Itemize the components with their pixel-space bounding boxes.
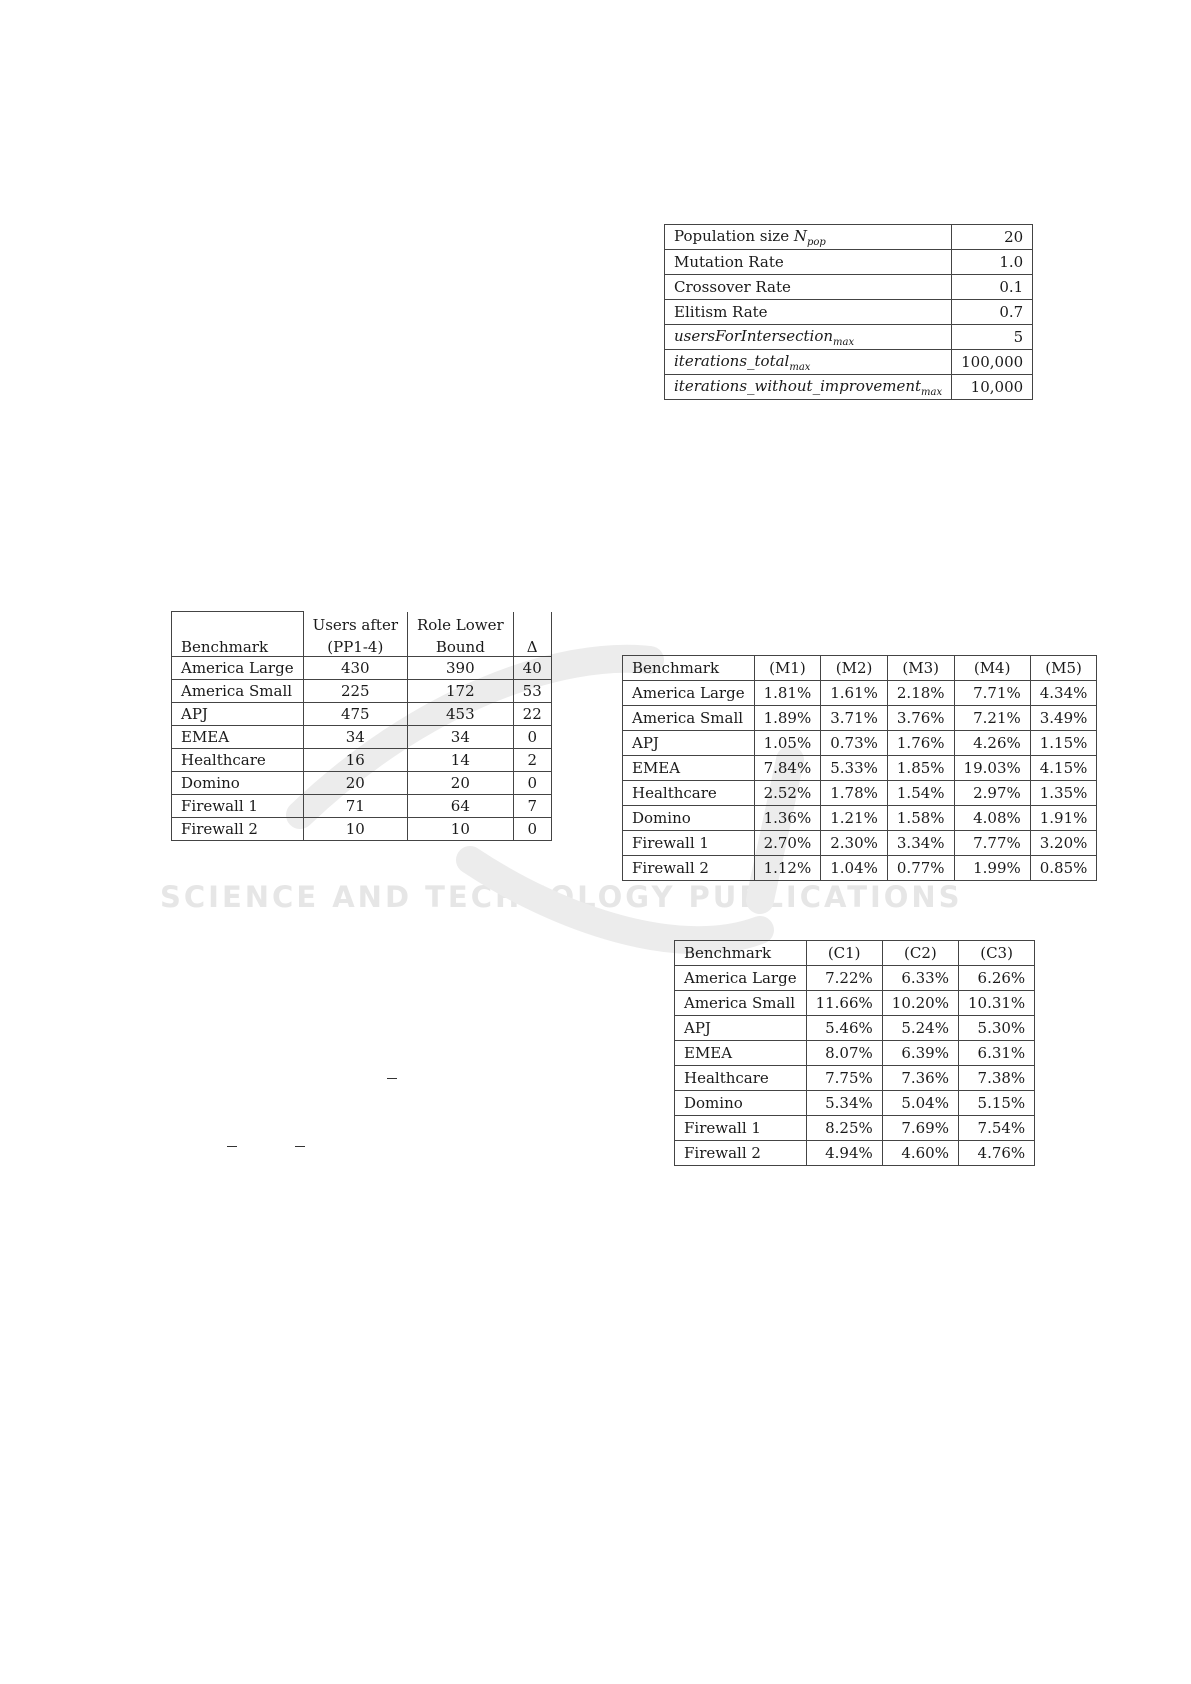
benchmark-name: APJ [675,1016,807,1041]
parameter-value: 10,000 [952,375,1033,400]
table-cell-name: Healthcare [172,749,304,772]
parameter-label [665,275,952,300]
column-header: (M5) [1030,656,1097,681]
column-header: (M1) [754,656,821,681]
table-row [665,350,1033,375]
table-cell-value: 3.49% [1030,706,1097,731]
table-cell-value: 4.76% [958,1141,1034,1166]
header-users-line2: (PP1-4) [303,634,407,657]
table-cell-users: 10 [303,818,407,841]
parameter-value: 1.0 [952,250,1033,275]
parameter-value: 5 [952,325,1033,350]
table-row [172,818,552,841]
table-cell-value: 10.31% [958,991,1034,1016]
table-cell-value: 4.94% [806,1141,882,1166]
table-cell-bound: 64 [408,795,514,818]
table-row [172,772,552,795]
c-results-table [674,940,1035,1166]
table-cell-value: 1.15% [1030,731,1097,756]
table-cell-value: 5.30% [958,1016,1034,1041]
table-cell-value: 11.66% [806,991,882,1016]
table-cell-value: 4.60% [882,1141,958,1166]
table-row [675,991,1035,1016]
table-row [172,703,552,726]
header-delta: Δ [513,634,551,657]
benchmark-name: Firewall 1 [623,831,755,856]
table-cell-value: 5.24% [882,1016,958,1041]
table-cell-value: 1.54% [887,781,954,806]
parameter-subscript: max [789,361,811,373]
table-cell-value: 1.05% [754,731,821,756]
table-cell-delta: 53 [513,680,551,703]
table-row [172,749,552,772]
table-cell-users: 71 [303,795,407,818]
table-cell-delta: 7 [513,795,551,818]
parameter-label [665,225,952,250]
benchmark-name: Healthcare [623,781,755,806]
table-cell-value: 1.89% [754,706,821,731]
parameter-label [665,250,952,275]
header-bound-line2: Bound [408,634,514,657]
table-cell-value: 3.71% [821,706,888,731]
header-bound-line1: Role Lower [408,612,514,635]
parameter-variable: N [793,226,807,245]
table-cell-value: 1.85% [887,756,954,781]
parameter-value: 20 [952,225,1033,250]
table-cell-value: 1.76% [887,731,954,756]
table-row [623,831,1097,856]
table-cell-value: 3.76% [887,706,954,731]
table-cell-value: 3.34% [887,831,954,856]
table-cell-users: 475 [303,703,407,726]
parameter-label [665,300,952,325]
table-header-row [623,656,1097,681]
parameter-value: 100,000 [952,350,1033,375]
parameters-table [664,224,1033,400]
parameter-name: Crossover Rate [674,278,791,296]
table-cell-value: 1.21% [821,806,888,831]
table-cell-value: 4.26% [954,731,1030,756]
table-cell-value: 4.34% [1030,681,1097,706]
table-cell-value: 1.04% [821,856,888,881]
table-cell-value: 7.75% [806,1066,882,1091]
parameter-subscript: max [921,386,943,398]
table-cell-value: 7.54% [958,1116,1034,1141]
benchmark-name: America Large [623,681,755,706]
table-row [623,756,1097,781]
table-cell-value: 8.07% [806,1041,882,1066]
column-header: (C3) [958,941,1034,966]
table-cell-value: 1.12% [754,856,821,881]
column-header: (M4) [954,656,1030,681]
table-cell-value: 2.30% [821,831,888,856]
table-cell-value: 5.04% [882,1091,958,1116]
table-row [623,681,1097,706]
parameter-label [665,375,952,400]
table-row [665,300,1033,325]
table-row [172,657,552,680]
table-cell-value: 7.21% [954,706,1030,731]
header-benchmark: Benchmark [172,634,304,657]
table-cell-value: 2.18% [887,681,954,706]
table-cell-name: Firewall 1 [172,795,304,818]
column-header: (M3) [887,656,954,681]
table-cell-value: 6.31% [958,1041,1034,1066]
table-cell-value: 1.61% [821,681,888,706]
table-header-row [172,612,552,635]
table-cell-delta: 2 [513,749,551,772]
table-cell-users: 430 [303,657,407,680]
table-cell-value: 6.26% [958,966,1034,991]
parameter-name: Elitism Rate [674,303,768,321]
parameter-name: Mutation Rate [674,253,784,271]
table-cell-value: 1.35% [1030,781,1097,806]
column-header: (C1) [806,941,882,966]
column-header: Benchmark [675,941,807,966]
table-row [665,375,1033,400]
table-cell-value: 8.25% [806,1116,882,1141]
table-cell-value: 1.91% [1030,806,1097,831]
table-row [172,726,552,749]
table-row [675,1141,1035,1166]
table-cell-name: America Large [172,657,304,680]
table-cell-name: EMEA [172,726,304,749]
benchmark-name: America Small [675,991,807,1016]
table-row [665,325,1033,350]
table-cell-value: 5.46% [806,1016,882,1041]
parameter-subscript: max [833,336,855,348]
table-cell-value: 0.85% [1030,856,1097,881]
table-row [665,275,1033,300]
table-cell-value: 6.39% [882,1041,958,1066]
benchmark-name: Domino [675,1091,807,1116]
table-cell-value: 7.38% [958,1066,1034,1091]
table-row [623,781,1097,806]
benchmark-name: Firewall 2 [623,856,755,881]
table-cell-value: 7.69% [882,1116,958,1141]
benchmark-name: Domino [623,806,755,831]
table-cell-value: 0.77% [887,856,954,881]
table-cell-name: APJ [172,703,304,726]
table-cell-value: 7.84% [754,756,821,781]
table-cell-name: America Small [172,680,304,703]
table-row [623,706,1097,731]
table-cell-value: 5.33% [821,756,888,781]
table-cell-value: 1.58% [887,806,954,831]
parameter-label [665,325,952,350]
parameter-variable: usersForIntersection [674,326,834,345]
table-row [623,856,1097,881]
table-cell-value: 4.08% [954,806,1030,831]
table-cell-bound: 10 [408,818,514,841]
benchmark-name: America Large [675,966,807,991]
table-cell-users: 16 [303,749,407,772]
table-row [675,1116,1035,1141]
table-cell-value: 2.52% [754,781,821,806]
parameter-variable: iterations_without_improvement [674,376,922,395]
parameter-name: Population size [674,226,794,245]
users-lower-bound-table [171,611,552,841]
m-results-table [622,655,1097,881]
table-row [675,1016,1035,1041]
table-cell-value: 2.70% [754,831,821,856]
stray-mark [387,1078,397,1079]
table-cell-name: Firewall 2 [172,818,304,841]
benchmark-name: Healthcare [675,1066,807,1091]
table-header-row [675,941,1035,966]
table-cell-value: 7.22% [806,966,882,991]
table-cell-value: 7.71% [954,681,1030,706]
table-cell-value: 7.36% [882,1066,958,1091]
table-cell-value: 1.81% [754,681,821,706]
benchmark-name: APJ [623,731,755,756]
table-row [665,250,1033,275]
stray-mark [295,1146,305,1147]
table-cell-value: 1.78% [821,781,888,806]
table-cell-value: 3.20% [1030,831,1097,856]
table-cell-bound: 34 [408,726,514,749]
column-header: Benchmark [623,656,755,681]
table-cell-value: 2.97% [954,781,1030,806]
parameter-value: 0.7 [952,300,1033,325]
table-cell-delta: 0 [513,818,551,841]
table-cell-value: 10.20% [882,991,958,1016]
table-cell-bound: 20 [408,772,514,795]
table-row [172,680,552,703]
benchmark-name: EMEA [623,756,755,781]
table-cell-bound: 390 [408,657,514,680]
table-cell-delta: 0 [513,726,551,749]
table-row [675,1066,1035,1091]
table-cell-bound: 172 [408,680,514,703]
table-header-row [172,634,552,657]
table-cell-value: 1.99% [954,856,1030,881]
benchmark-name: Firewall 1 [675,1116,807,1141]
table-cell-delta: 40 [513,657,551,680]
benchmark-name: America Small [623,706,755,731]
table-row [675,1091,1035,1116]
table-cell-value: 1.36% [754,806,821,831]
column-header: (M2) [821,656,888,681]
table-cell-name: Domino [172,772,304,795]
benchmark-name: EMEA [675,1041,807,1066]
table-cell-users: 225 [303,680,407,703]
table-cell-value: 4.15% [1030,756,1097,781]
publisher-watermark: SCIENCE AND TECHNOLOGY PUBLICATIONS [160,880,963,914]
table-cell-delta: 0 [513,772,551,795]
column-header: (C2) [882,941,958,966]
table-cell-value: 0.73% [821,731,888,756]
parameter-value: 0.1 [952,275,1033,300]
table-cell-users: 20 [303,772,407,795]
table-cell-delta: 22 [513,703,551,726]
table-row [675,966,1035,991]
table-cell-bound: 14 [408,749,514,772]
table-cell-value: 6.33% [882,966,958,991]
table-row [665,225,1033,250]
table-cell-bound: 453 [408,703,514,726]
table-row [675,1041,1035,1066]
benchmark-name: Firewall 2 [675,1141,807,1166]
parameter-variable: iterations_total [674,351,790,370]
stray-mark [227,1146,237,1147]
table-cell-value: 5.15% [958,1091,1034,1116]
table-row [623,731,1097,756]
table-row [172,795,552,818]
table-cell-value: 7.77% [954,831,1030,856]
table-cell-value: 5.34% [806,1091,882,1116]
table-cell-value: 19.03% [954,756,1030,781]
parameter-label [665,350,952,375]
table-row [623,806,1097,831]
header-users-line1: Users after [303,612,407,635]
table-cell-users: 34 [303,726,407,749]
parameter-subscript: pop [806,236,826,248]
